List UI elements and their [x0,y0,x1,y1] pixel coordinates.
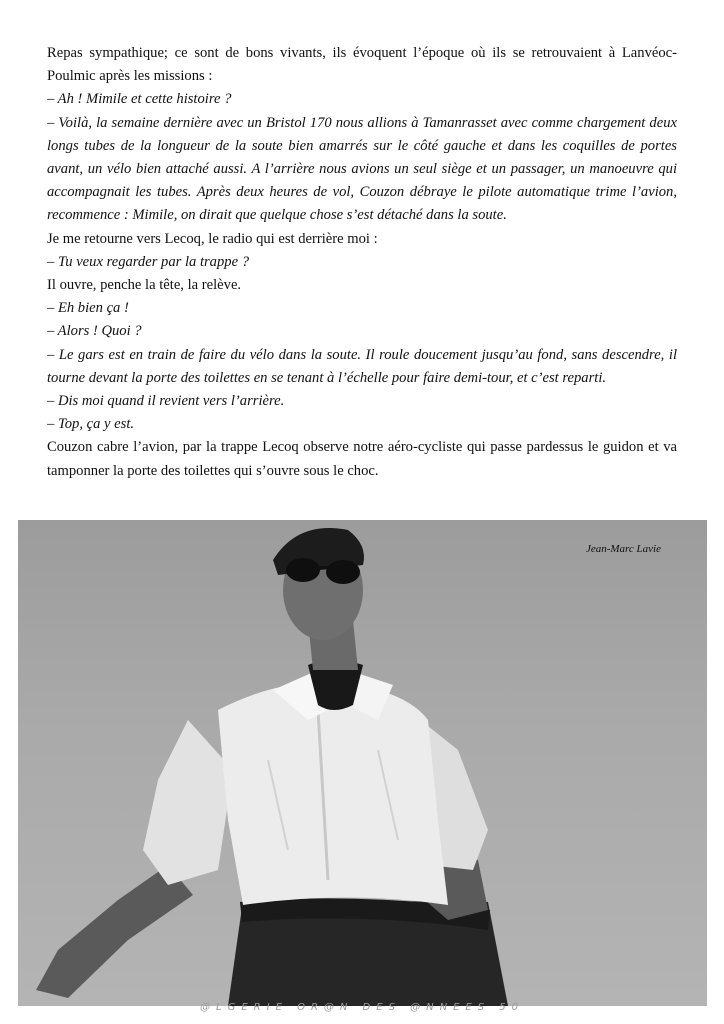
paragraph: Je me retourne vers Lecoq, le radio qui est derrière moi : [47,230,378,247]
dialog-line: – Ah ! Mimile et cette histoire ? [47,91,232,108]
left-arm [36,865,193,998]
paragraph: Repas sympathique; ce sont de bons vivants, ils évoquent l’époque où ils se retrouvaient à Lanvéoc-Poulmic après les missions : [47,45,677,85]
article-text [47,42,677,483]
dialog-line: – Dis moi quand il revient vers l’arrière. [47,393,285,410]
dialog-line: – Tu veux regarder par la trappe ? [47,253,249,270]
left-sleeve [143,720,233,885]
paragraph: Il ouvre, penche la tête, la relève. [47,277,242,294]
photo-caption: Jean-Marc Lavie [585,543,661,555]
dialog-line: – Top, ça y est. [47,416,135,433]
portrait-illustration [18,520,707,1006]
footer-watermark: @LGERIE OR@N DES @NNEES 50 [200,1002,524,1013]
portrait-photo [18,520,707,1006]
dialog-line: – Alors ! Quoi ? [47,323,142,340]
dialog-line: – Eh bien ça ! [47,300,129,317]
dialog-line: – Le gars est en train de faire du vélo dans la soute. Il roule doucement jusqu’au fond, sans descendre, il tourne devant la porte des toilettes en se tenant à l’échelle pour faire demi-tour, et c’est reparti. [47,346,677,386]
paragraph: Couzon cabre l’avion, par la trappe Lecoq observe notre aéro-cycliste qui passe pardessus le guidon et va tamponner la porte des toilettes qui s’ouvre sous le choc. [47,439,677,479]
shirt [218,684,448,905]
dialog-line: – Voilà, la semaine dernière avec un Bristol 170 nous allions à Tamanrasset avec comme chargement deux longs tubes de la longueur de la soute bien amarrés sur le côté gauche et dans les coquilles de portes avant, un vélo bien attaché aussi. A l’arrière nous avions un seul siège et un passager, un manoeuvre qui accompagnait les tubes. Après deux heures de vol, Couzon débraye le pilote automatique trime l’avion, recommence : Mimile, on dirait que quelque chose s’est détaché dans la soute. [47,114,677,224]
